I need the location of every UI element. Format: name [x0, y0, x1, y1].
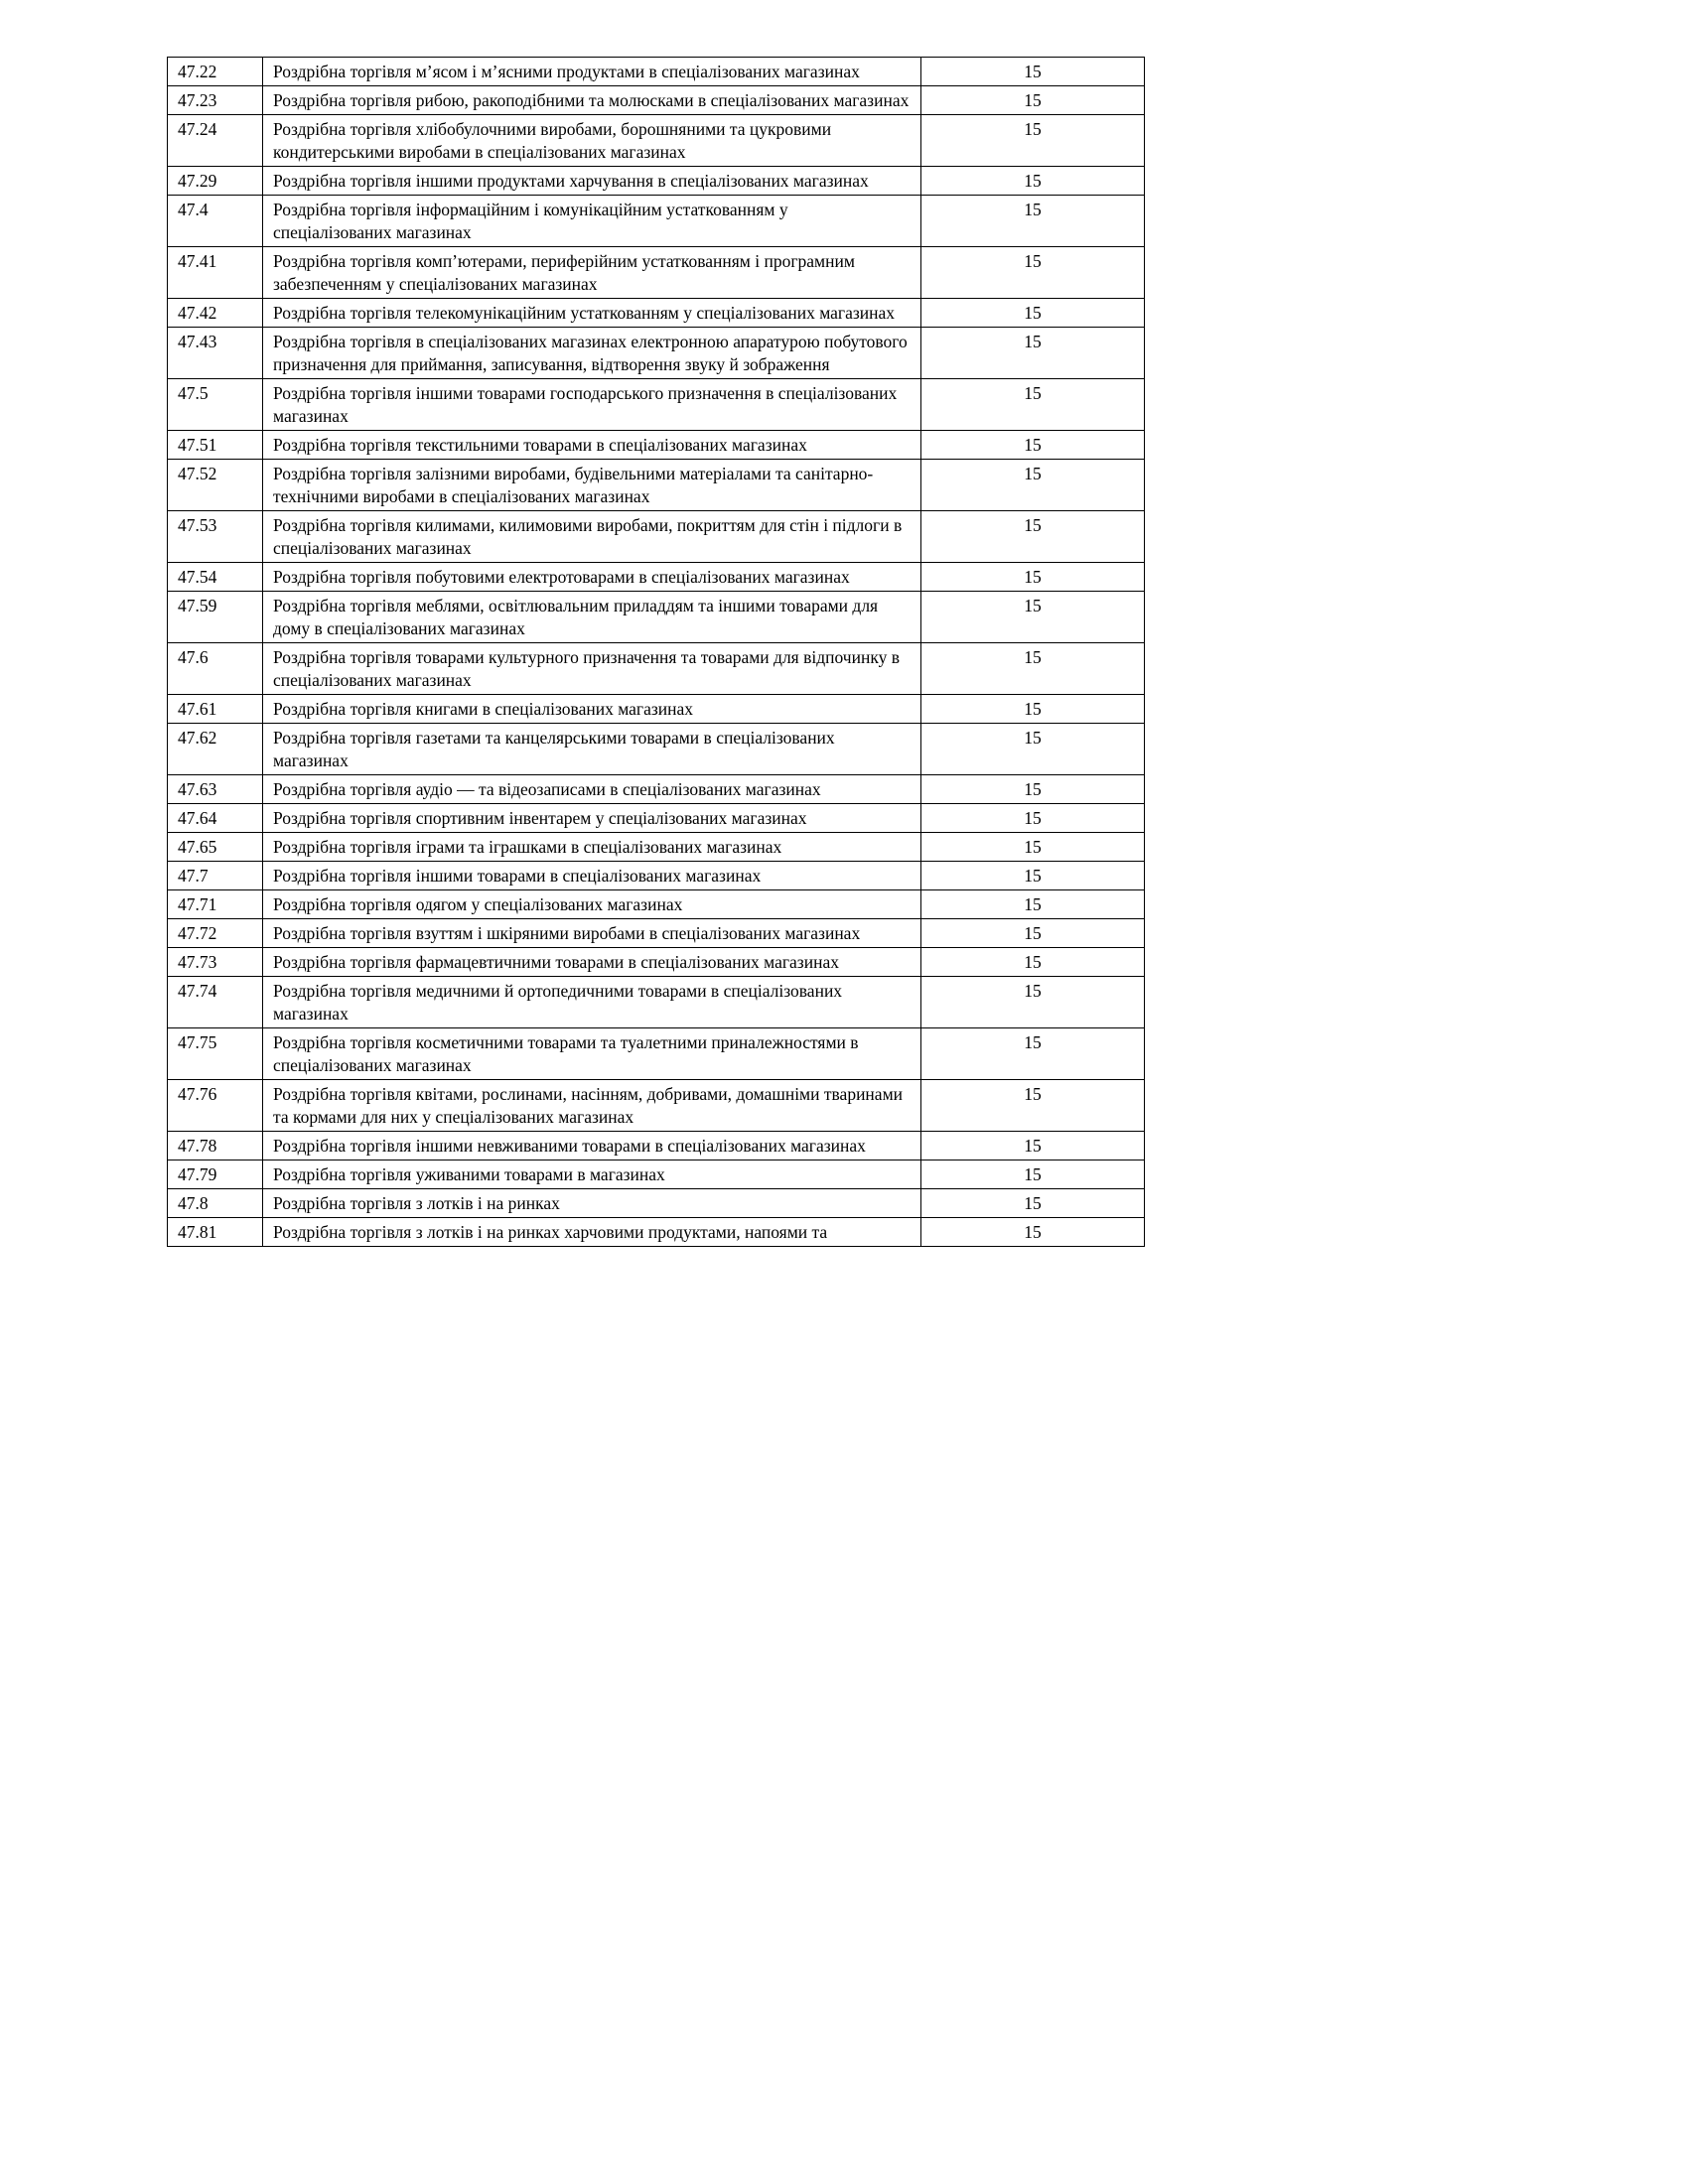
table-row	[168, 890, 1145, 919]
activity-description-cell: Роздрібна торгівля іншими продуктами харчування в спеціалізованих магазинах	[263, 167, 921, 196]
rate-cell: 15	[921, 1218, 1145, 1247]
table-row	[168, 1080, 1145, 1132]
activity-description-cell: Роздрібна торгівля одягом у спеціалізованих магазинах	[263, 890, 921, 919]
table-row	[168, 1160, 1145, 1189]
activity-code-cell: 47.29	[168, 167, 263, 196]
table-row	[168, 643, 1145, 695]
activity-code-cell: 47.41	[168, 247, 263, 299]
rate-cell: 15	[921, 328, 1145, 379]
activity-code-cell: 47.65	[168, 833, 263, 862]
activity-description-cell: Роздрібна торгівля уживаними товарами в магазинах	[263, 1160, 921, 1189]
activity-code-cell: 47.62	[168, 724, 263, 775]
activity-description-cell: Роздрібна торгівля газетами та канцелярськими товарами в спеціалізованих магазинах	[263, 724, 921, 775]
rate-cell: 15	[921, 977, 1145, 1028]
table-row	[168, 1218, 1145, 1247]
rate-cell: 15	[921, 563, 1145, 592]
activity-code-cell: 47.59	[168, 592, 263, 643]
activity-description-cell: Роздрібна торгівля текстильними товарами в спеціалізованих магазинах	[263, 431, 921, 460]
table-row	[168, 977, 1145, 1028]
rate-cell: 15	[921, 58, 1145, 86]
rate-cell: 15	[921, 86, 1145, 115]
activity-code-cell: 47.81	[168, 1218, 263, 1247]
activity-description-cell: Роздрібна торгівля взуттям і шкіряними виробами в спеціалізованих магазинах	[263, 919, 921, 948]
activity-code-cell: 47.52	[168, 460, 263, 511]
rate-cell: 15	[921, 511, 1145, 563]
activity-description-cell: Роздрібна торгівля аудіо — та відеозаписами в спеціалізованих магазинах	[263, 775, 921, 804]
activity-code-cell: 47.7	[168, 862, 263, 890]
activity-description-cell: Роздрібна торгівля в спеціалізованих магазинах електронною апаратурою побутового призначення для приймання, записування, відтворення звуку й зображення	[263, 328, 921, 379]
activity-description-cell: Роздрібна торгівля іншими невживаними товарами в спеціалізованих магазинах	[263, 1132, 921, 1160]
activity-description-cell: Роздрібна торгівля іншими товарами господарського призначення в спеціалізованих магазинах	[263, 379, 921, 431]
activity-description-cell: Роздрібна торгівля інформаційним і комунікаційним устаткованням у спеціалізованих магазинах	[263, 196, 921, 247]
activity-code-cell: 47.51	[168, 431, 263, 460]
activity-code-cell: 47.6	[168, 643, 263, 695]
activity-description-cell: Роздрібна торгівля косметичними товарами та туалетними приналежностями в спеціалізованих магазинах	[263, 1028, 921, 1080]
table-row	[168, 511, 1145, 563]
rate-cell: 15	[921, 862, 1145, 890]
activity-code-cell: 47.71	[168, 890, 263, 919]
activity-code-cell: 47.73	[168, 948, 263, 977]
table-row	[168, 379, 1145, 431]
rate-cell: 15	[921, 1189, 1145, 1218]
table-row	[168, 196, 1145, 247]
rate-cell: 15	[921, 460, 1145, 511]
rate-cell: 15	[921, 167, 1145, 196]
activity-code-cell: 47.22	[168, 58, 263, 86]
rate-cell: 15	[921, 695, 1145, 724]
activity-description-cell: Роздрібна торгівля хлібобулочними виробами, борошняними та цукровими кондитерськими виробами в спеціалізованих магазинах	[263, 115, 921, 167]
table-row	[168, 919, 1145, 948]
activity-code-cell: 47.53	[168, 511, 263, 563]
rate-cell: 15	[921, 247, 1145, 299]
activity-description-cell: Роздрібна торгівля товарами культурного призначення та товарами для відпочинку в спеціалізованих магазинах	[263, 643, 921, 695]
activity-description-cell: Роздрібна торгівля квітами, рослинами, насінням, добривами, домашніми тваринами та кормами для них у спеціалізованих магазинах	[263, 1080, 921, 1132]
table-row	[168, 299, 1145, 328]
table-row	[168, 1028, 1145, 1080]
table-row	[168, 563, 1145, 592]
activity-description-cell: Роздрібна торгівля комп’ютерами, периферійним устаткованням і програмним забезпеченням у спеціалізованих магазинах	[263, 247, 921, 299]
activity-description-cell: Роздрібна торгівля залізними виробами, будівельними матеріалами та санітарно-технічними виробами в спеціалізованих магазинах	[263, 460, 921, 511]
activity-code-cell: 47.42	[168, 299, 263, 328]
activity-code-cell: 47.72	[168, 919, 263, 948]
activity-code-cell: 47.63	[168, 775, 263, 804]
activity-code-cell: 47.61	[168, 695, 263, 724]
rate-cell: 15	[921, 115, 1145, 167]
table-row	[168, 1132, 1145, 1160]
activity-code-cell: 47.54	[168, 563, 263, 592]
activity-code-cell: 47.5	[168, 379, 263, 431]
rate-cell: 15	[921, 431, 1145, 460]
table-row	[168, 695, 1145, 724]
table-row	[168, 328, 1145, 379]
activity-code-cell: 47.4	[168, 196, 263, 247]
table-row	[168, 1189, 1145, 1218]
activity-code-cell: 47.24	[168, 115, 263, 167]
activity-description-cell: Роздрібна торгівля телекомунікаційним устаткованням у спеціалізованих магазинах	[263, 299, 921, 328]
rate-cell: 15	[921, 890, 1145, 919]
table-row	[168, 804, 1145, 833]
activity-code-cell: 47.79	[168, 1160, 263, 1189]
rate-cell: 15	[921, 775, 1145, 804]
activity-codes-table	[167, 57, 1145, 1247]
rate-cell: 15	[921, 643, 1145, 695]
rate-cell: 15	[921, 804, 1145, 833]
activity-code-cell: 47.23	[168, 86, 263, 115]
activity-description-cell: Роздрібна торгівля фармацевтичними товарами в спеціалізованих магазинах	[263, 948, 921, 977]
rate-cell: 15	[921, 833, 1145, 862]
activity-description-cell: Роздрібна торгівля книгами в спеціалізованих магазинах	[263, 695, 921, 724]
activity-description-cell: Роздрібна торгівля м’ясом і м’ясними продуктами в спеціалізованих магазинах	[263, 58, 921, 86]
rate-cell: 15	[921, 299, 1145, 328]
activity-description-cell: Роздрібна торгівля спортивним інвентарем у спеціалізованих магазинах	[263, 804, 921, 833]
table-row	[168, 948, 1145, 977]
table-row	[168, 58, 1145, 86]
table-row	[168, 86, 1145, 115]
activity-description-cell: Роздрібна торгівля килимами, килимовими виробами, покриттям для стін і підлоги в спеціалізованих магазинах	[263, 511, 921, 563]
rate-cell: 15	[921, 919, 1145, 948]
table-row	[168, 431, 1145, 460]
activity-description-cell: Роздрібна торгівля іграми та іграшками в спеціалізованих магазинах	[263, 833, 921, 862]
rate-cell: 15	[921, 1132, 1145, 1160]
activity-code-cell: 47.43	[168, 328, 263, 379]
table-row	[168, 167, 1145, 196]
activity-description-cell: Роздрібна торгівля рибою, ракоподібними та молюсками в спеціалізованих магазинах	[263, 86, 921, 115]
activity-description-cell: Роздрібна торгівля іншими товарами в спеціалізованих магазинах	[263, 862, 921, 890]
rate-cell: 15	[921, 1028, 1145, 1080]
table-row	[168, 724, 1145, 775]
table-row	[168, 247, 1145, 299]
activity-description-cell: Роздрібна торгівля меблями, освітлювальним приладдям та іншими товарами для дому в спеціалізованих магазинах	[263, 592, 921, 643]
table-row	[168, 862, 1145, 890]
activity-code-cell: 47.75	[168, 1028, 263, 1080]
activity-description-cell: Роздрібна торгівля побутовими електротоварами в спеціалізованих магазинах	[263, 563, 921, 592]
activity-description-cell: Роздрібна торгівля з лотків і на ринках харчовими продуктами, напоями та	[263, 1218, 921, 1247]
rate-cell: 15	[921, 379, 1145, 431]
table-row	[168, 833, 1145, 862]
rate-cell: 15	[921, 592, 1145, 643]
activity-code-cell: 47.64	[168, 804, 263, 833]
table-row	[168, 775, 1145, 804]
activity-code-cell: 47.74	[168, 977, 263, 1028]
table-body	[168, 58, 1145, 1247]
table-row	[168, 460, 1145, 511]
activity-code-cell: 47.78	[168, 1132, 263, 1160]
rate-cell: 15	[921, 196, 1145, 247]
table-row	[168, 115, 1145, 167]
activity-description-cell: Роздрібна торгівля медичними й ортопедичними товарами в спеціалізованих магазинах	[263, 977, 921, 1028]
table-row	[168, 592, 1145, 643]
rate-cell: 15	[921, 724, 1145, 775]
activity-code-cell: 47.8	[168, 1189, 263, 1218]
activity-description-cell: Роздрібна торгівля з лотків і на ринках	[263, 1189, 921, 1218]
activity-code-cell: 47.76	[168, 1080, 263, 1132]
rate-cell: 15	[921, 1160, 1145, 1189]
rate-cell: 15	[921, 1080, 1145, 1132]
rate-cell: 15	[921, 948, 1145, 977]
